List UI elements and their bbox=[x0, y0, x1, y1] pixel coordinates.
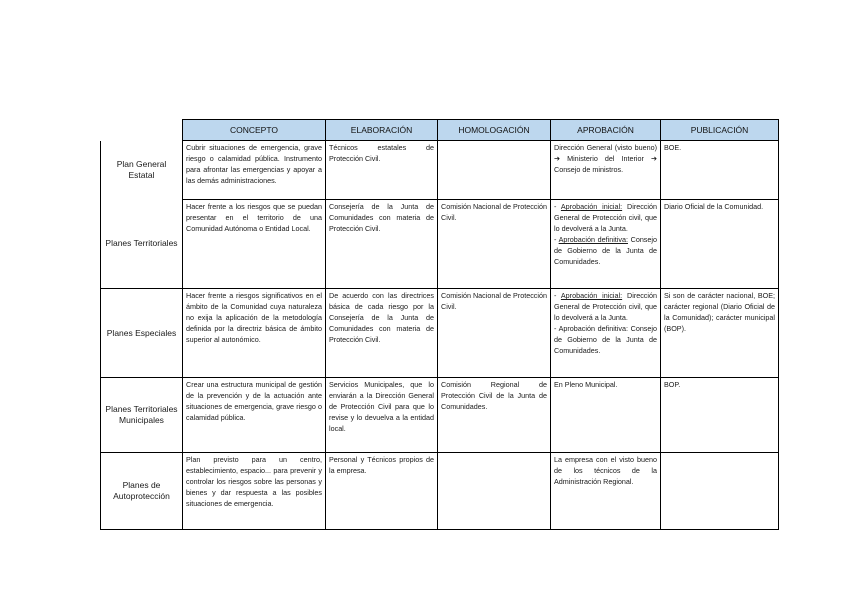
cell-homologacion: Comisión Nacional de Protección Civil. bbox=[438, 200, 551, 289]
aprobacion-inicial-label: Aprobación inicial: bbox=[560, 291, 623, 300]
header-blank bbox=[101, 120, 183, 141]
aprobacion-inicial-text: Dirección General de Protección civil, que lo devolverá a la Junta. bbox=[554, 202, 657, 233]
cell-publicacion: Si son de carácter nacional, BOE; carácter regional (Diario Oficial de la Comunidad); carácter municipal (BOP). bbox=[661, 289, 779, 378]
cell-aprobacion: - Aprobación inicial: Dirección General de Protección civil, que lo devolverá a la Junta. - Aprobación definitiva: Consejo de Gobierno de la Junta de Comunidades. bbox=[551, 200, 661, 289]
cell-aprobacion: - Aprobación inicial: Dirección General de Protección civil, que lo devolverá a la Junta. - Aprobación definitiva: Consejo de Gobierno de la Junta de Comunidades. bbox=[551, 289, 661, 378]
cell-concepto: Cubrir situaciones de emergencia, grave riesgo o calamidad pública. Instrumento para afrontar las emergencias y apoyar a las demás administraciones. bbox=[183, 141, 326, 200]
header-homologacion: HOMOLOGACIÓN bbox=[438, 120, 551, 141]
aprobacion-inicial-text: Dirección General de Protección civil, que lo devolverá a la Junta. bbox=[554, 291, 657, 322]
cell-publicacion: BOE. bbox=[661, 141, 779, 200]
aprobacion-inicial-label: Aprobación inicial: bbox=[560, 202, 623, 211]
plans-table bbox=[100, 119, 779, 530]
table-row bbox=[101, 453, 779, 530]
header-elaboracion: ELABORACIÓN bbox=[326, 120, 438, 141]
aprobacion-definitiva-label: Aprobación definitiva: bbox=[558, 324, 628, 333]
cell-aprobacion: La empresa con el visto bueno de los técnicos de la Administración Regional. bbox=[551, 453, 661, 530]
header-aprobacion: APROBACIÓN bbox=[551, 120, 661, 141]
cell-aprobacion: En Pleno Municipal. bbox=[551, 378, 661, 453]
row-label: Planes Territoriales bbox=[101, 200, 183, 289]
cell-homologacion bbox=[438, 453, 551, 530]
aprobacion-definitiva-text: Consejo de Gobierno de la Junta de Comunidades. bbox=[554, 235, 657, 266]
cell-homologacion: Comisión Nacional de Protección Civil. bbox=[438, 289, 551, 378]
cell-publicacion: BOP. bbox=[661, 378, 779, 453]
cell-concepto: Hacer frente a los riesgos que se puedan presentar en el territorio de una Comunidad Autónoma o Entidad Local. bbox=[183, 200, 326, 289]
cell-publicacion: Diario Oficial de la Comunidad. bbox=[661, 200, 779, 289]
row-label: Plan General Estatal bbox=[101, 141, 183, 200]
cell-homologacion bbox=[438, 141, 551, 200]
cell-homologacion: Comisión Regional de Protección Civil de la Junta de Comunidades. bbox=[438, 378, 551, 453]
row-label: Planes Especiales bbox=[101, 289, 183, 378]
plans-table-container bbox=[100, 119, 778, 530]
table-row bbox=[101, 141, 779, 200]
cell-elaboracion: Técnicos estatales de Protección Civil. bbox=[326, 141, 438, 200]
cell-concepto: Crear una estructura municipal de gestión de la prevención y de la actuación ante situaciones de emergencia, grave riesgo o calamidad pública. bbox=[183, 378, 326, 453]
cell-elaboracion: De acuerdo con las directrices básica de cada riesgo por la Consejería de la Junta de Comunidades con materia de Protección Civil. bbox=[326, 289, 438, 378]
header-concepto: CONCEPTO bbox=[183, 120, 326, 141]
cell-concepto: Hacer frente a riesgos significativos en el ámbito de la Comunidad cuya naturaleza no exija la aplicación de la metodología definida por la directriz básica de ámbito superior al autonómico. bbox=[183, 289, 326, 378]
aprobacion-definitiva-label: Aprobación definitiva: bbox=[558, 235, 628, 244]
table-row bbox=[101, 289, 779, 378]
cell-concepto: Plan previsto para un centro, establecimiento, espacio... para prevenir y controlar los riesgos sobre las personas y bienes y dar respuesta a las posibles situaciones de emergencia. bbox=[183, 453, 326, 530]
row-label: Planes de Autoprotección bbox=[101, 453, 183, 530]
header-publicacion: PUBLICACIÓN bbox=[661, 120, 779, 141]
aprobacion-definitiva-text: Consejo de Gobierno de la Junta de Comunidades. bbox=[554, 324, 657, 355]
table-row bbox=[101, 200, 779, 289]
row-label: Planes Territoriales Municipales bbox=[101, 378, 183, 453]
cell-elaboracion: Consejería de la Junta de Comunidades con materia de Protección Civil. bbox=[326, 200, 438, 289]
cell-aprobacion: Dirección General (visto bueno) ➔ Ministerio del Interior ➔ Consejo de ministros. bbox=[551, 141, 661, 200]
cell-publicacion bbox=[661, 453, 779, 530]
cell-elaboracion: Servicios Municipales, que lo enviarán a la Dirección General de Protección Civil para que lo revise y lo devuelva a la entidad local. bbox=[326, 378, 438, 453]
header-row bbox=[101, 120, 779, 141]
cell-elaboracion: Personal y Técnicos propios de la empresa. bbox=[326, 453, 438, 530]
table-row bbox=[101, 378, 779, 453]
